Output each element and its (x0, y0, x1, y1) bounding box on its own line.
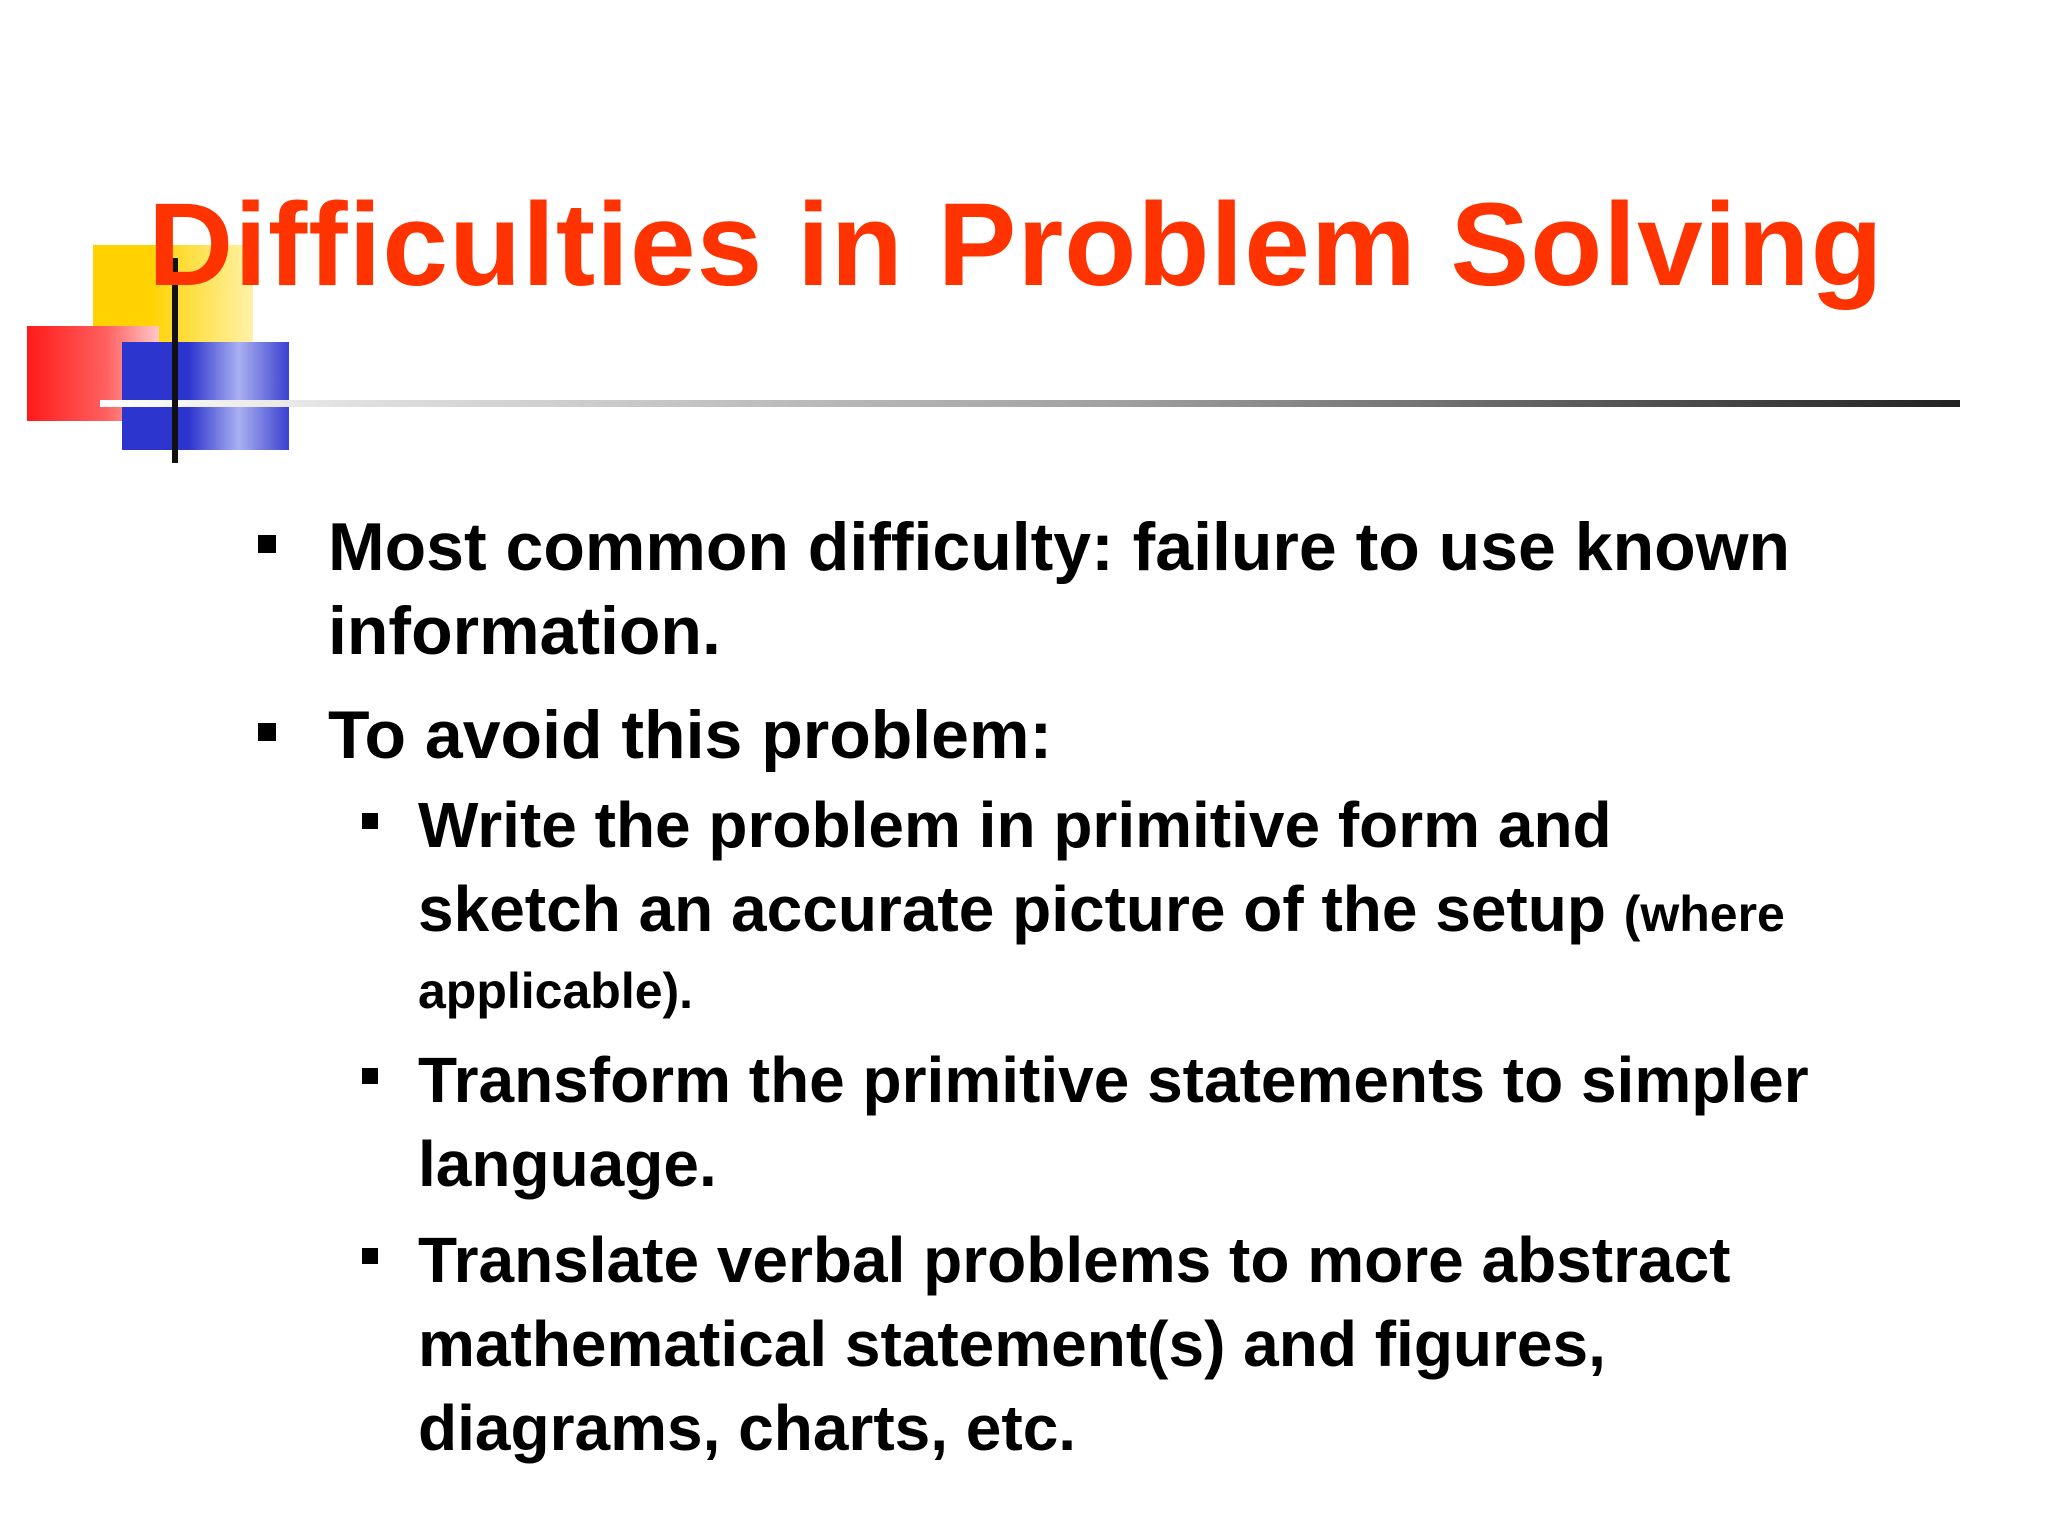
bullet-item (250, 693, 1970, 777)
sub-bullet-item (250, 1218, 1970, 1470)
bullet-text-line: Most common difficulty: failure to use known (328, 509, 1791, 585)
sub-bullet-text-line: sketch an accurate picture of the setup (418, 873, 1624, 945)
slide-body (250, 505, 1970, 1482)
sub-bullet-text-line: language. (418, 1128, 717, 1200)
slide-title: Difficulties in Problem Solving (148, 179, 1884, 311)
sub-bullet-text-line: Transform the primitive statements to simpler (418, 1044, 1809, 1116)
sub-bullet-text-small: (where (1623, 886, 1785, 942)
title-underline-rule (100, 400, 1960, 407)
sub-bullet-text-line: Write the problem in primitive form and (418, 789, 1612, 861)
sub-bullet-text-small: applicable). (418, 963, 694, 1019)
square-bullet-icon (362, 1068, 378, 1084)
bullet-item (250, 505, 1970, 673)
bullet-text-line: To avoid this problem: (328, 697, 1053, 773)
square-bullet-icon (258, 723, 276, 741)
sub-bullet-text-line: Translate verbal problems to more abstract (418, 1224, 1731, 1296)
sub-bullet-item (250, 1038, 1970, 1206)
sub-bullet-text-line: mathematical statement(s) and figures, (418, 1308, 1606, 1380)
square-bullet-icon (362, 1248, 378, 1264)
blue-square-decoration (122, 342, 289, 450)
sub-bullet-item (250, 783, 1970, 1026)
square-bullet-icon (258, 535, 276, 553)
square-bullet-icon (362, 813, 378, 829)
bullet-text-line: information. (328, 593, 721, 669)
sub-bullet-text-line: diagrams, charts, etc. (418, 1392, 1077, 1464)
